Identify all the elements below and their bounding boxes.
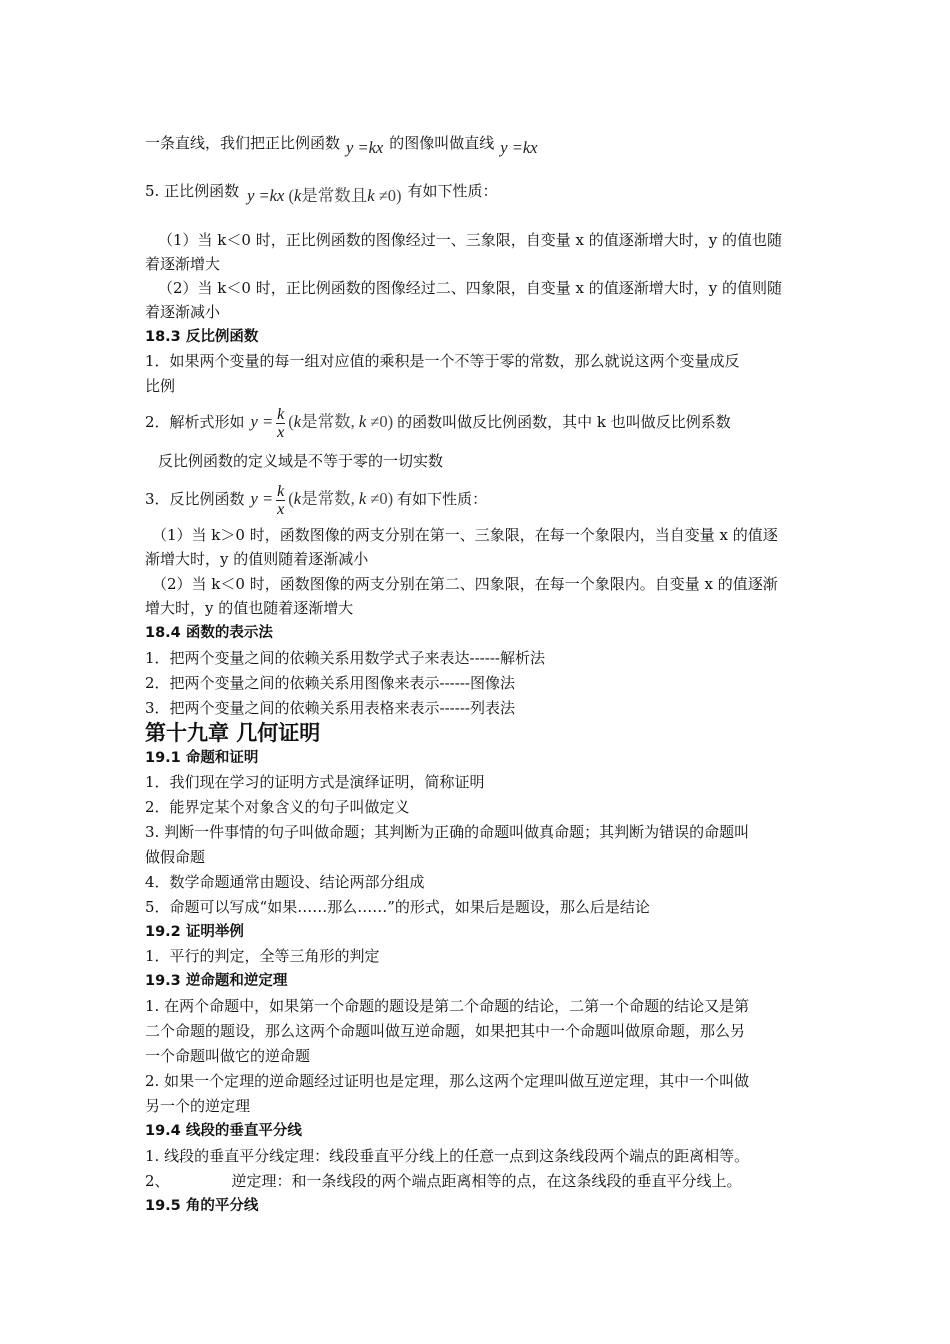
paragraph-line: 3. 判断一件事情的句子叫做命题；其判断为正确的命题叫做真命题；其判断为错误的命题叫 (145, 823, 750, 841)
paragraph-line: 5．命题可以写成“如果……那么……”的形式，如果后是题设，那么后是结论 (145, 898, 650, 916)
formula-part: 是常数且 (301, 186, 368, 205)
text: 有如下性质： (407, 182, 498, 200)
formula-part: k (354, 489, 367, 508)
section-heading-18-3: 18.3 反比例函数 (145, 329, 259, 345)
paragraph-line: 另一个的逆定理 (145, 1097, 251, 1115)
formula-part: y = (250, 412, 274, 431)
formula-part: ≠0) (374, 186, 402, 205)
paragraph-line: 2. 如果一个定理的逆命题经过证明也是定理，那么这两个定理叫做互逆定理，其中一个叫做 (145, 1072, 750, 1090)
paragraph-line: 渐增大时，y 的值则随着逐渐减小 (145, 550, 369, 568)
text: 的函数叫做反比例函数，其中 k 也叫做反比例系数 (397, 413, 731, 431)
formula-part: ( (284, 186, 294, 205)
section-heading-19-2: 19.2 证明举例 (145, 924, 244, 940)
numerator: k (277, 405, 285, 423)
text: 2．解析式形如 (145, 413, 245, 431)
paragraph-line: 4．数学命题通常由题设、结论两部分组成 (145, 873, 425, 891)
section-heading-19-5: 19.5 角的平分线 (145, 1198, 259, 1214)
paragraph-line: （1）当 k＜0 时，正比例函数的图像经过一、三象限，自变量 x 的值逐渐增大时，y 的值也随 (158, 231, 782, 249)
denominator: x (277, 500, 285, 518)
formula-part: k (293, 489, 302, 508)
paragraph-line: （2）当 k＜0 时，正比例函数的图像经过二、四象限，自变量 x 的值逐渐增大时，y 的值则随 (158, 279, 782, 297)
paragraph-line: 着逐渐减小 (145, 303, 221, 321)
text: 5. 正比例函数 (145, 182, 240, 200)
section-heading-19-4: 19.4 线段的垂直平分线 (145, 1123, 302, 1139)
paragraph-line: （1）当 k＞0 时，函数图像的两支分别在第一、三象限，在每一个象限内，当自变量 x 的值逐 (152, 526, 778, 544)
paragraph-line: 着逐渐增大 (145, 255, 221, 273)
section-heading-19-1: 19.1 命题和证明 (145, 750, 259, 766)
line-linear-graph (145, 133, 538, 157)
paragraph-line: 1．平行的判定，全等三角形的判定 (145, 947, 380, 965)
paragraph-line: 做假命题 (145, 848, 206, 866)
formula-part: 是常数, (301, 412, 355, 431)
paragraph-line: 1. 线段的垂直平分线定理：线段垂直平分线上的任意一点到这条线段两个端点的距离相等。 (145, 1147, 750, 1165)
paragraph-line: 二个命题的题设，那么这两个命题叫做互逆命题，如果把其中一个命题叫做原命题，那么另 (145, 1022, 746, 1040)
formula-part: ≠0) (366, 412, 394, 431)
text: 逆定理：和一条线段的两个端点距离相等的点，在这条线段的垂直平分线上。 (231, 1172, 742, 1190)
paragraph-line: 3．把两个变量之间的依赖关系用表格来表示------列表法 (145, 699, 515, 717)
formula-part: ≠0) (366, 489, 394, 508)
formula-y-kx: y =kx (346, 138, 384, 157)
section-heading-19-3: 19.3 逆命题和逆定理 (145, 973, 288, 989)
formula-y-kx: y =kx (500, 138, 538, 157)
formula-part: k (367, 186, 375, 205)
formula-part: y = (250, 489, 274, 508)
text: 有如下性质： (397, 490, 488, 508)
text: 的图像叫做直线 (389, 134, 495, 152)
paragraph-line: 1．如果两个变量的每一组对应值的乘积是一个不等于零的常数，那么就说这两个变量成反 (145, 352, 740, 370)
paragraph-line: 一个命题叫做它的逆命题 (145, 1047, 311, 1065)
paragraph-line: 反比例函数的定义域是不等于零的一切实数 (158, 452, 444, 470)
fraction-k-over-x (276, 483, 285, 518)
paragraph-line (145, 1171, 742, 1191)
paragraph-line: 增大时，y 的值也随着逐渐增大 (145, 599, 354, 617)
text: 一条直线，我们把正比例函数 (145, 134, 341, 152)
paragraph-line: 2．把两个变量之间的依赖关系用图像来表示------图像法 (145, 674, 515, 692)
section-heading-18-4: 18.4 函数的表示法 (145, 625, 273, 641)
formula-y-kx: y =kx (247, 186, 285, 205)
text: 2、 (145, 1172, 170, 1190)
line-inverse-definition (145, 402, 731, 442)
formula-part: k (293, 186, 302, 205)
paragraph-line: 比例 (145, 377, 176, 395)
formula-part: k (293, 412, 302, 431)
line-linear-properties (145, 181, 498, 205)
line-inverse-properties (145, 479, 487, 519)
fraction-k-over-x (276, 406, 285, 441)
numerator: k (277, 482, 285, 500)
formula-part: 是常数, (301, 489, 355, 508)
formula-part: ( (288, 412, 294, 431)
chapter-title: 第十九章 几何证明 (145, 721, 321, 745)
paragraph-line: 1．把两个变量之间的依赖关系用数学式子来表达------解析法 (145, 649, 545, 667)
paragraph-line: 1. 在两个命题中，如果第一个命题的题设是第二个命题的结论，二第一个命题的结论又是第 (145, 997, 750, 1015)
paragraph-line: 1．我们现在学习的证明方式是演绎证明，简称证明 (145, 773, 485, 791)
paragraph-line: 2．能界定某个对象含义的句子叫做定义 (145, 798, 410, 816)
formula-part: ( (288, 489, 294, 508)
paragraph-line: （2）当 k＜0 时，函数图像的两支分别在第二、四象限，在每一个象限内。自变量 x 的值逐渐 (152, 575, 778, 593)
formula-part: k (354, 412, 367, 431)
denominator: x (277, 423, 285, 441)
text: 3．反比例函数 (145, 490, 245, 508)
